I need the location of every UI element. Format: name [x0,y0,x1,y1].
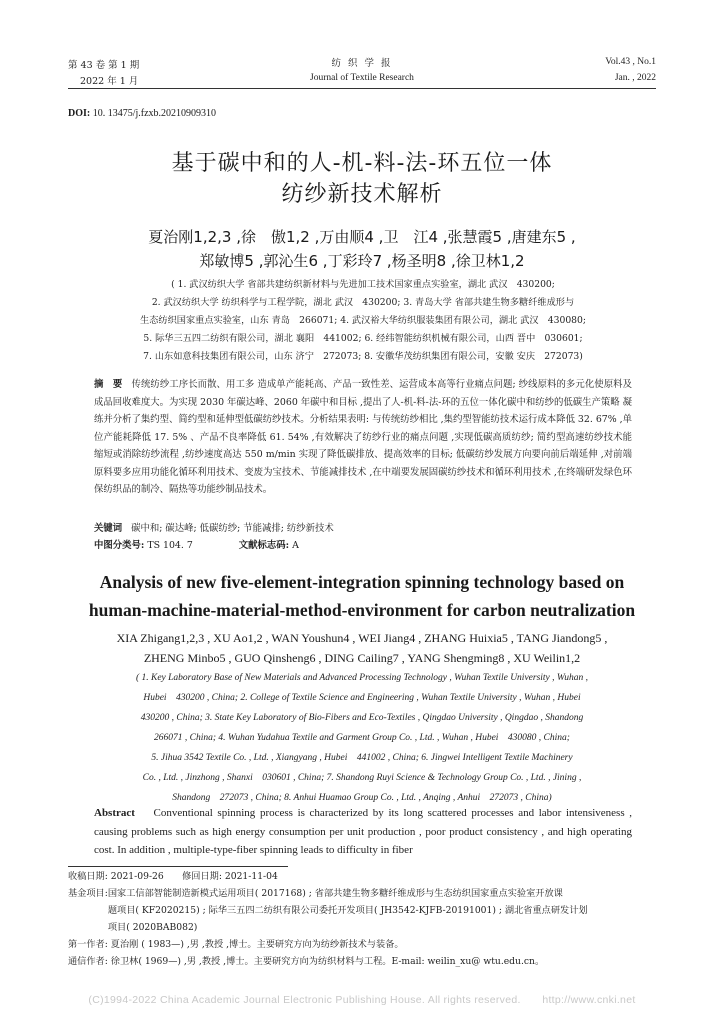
authors-en-line2: ZHENG Minbo5 , GUO Qinsheng6 , DING Cailing7 , YANG Shengming8 , XU Weilin1,2 [143,651,581,665]
authors-cn-line2: 郑敏博5 ,郭沁生6 ,丁彩玲7 ,杨圣明8 ,徐卫林1,2 [199,252,525,270]
title-en-line1: Analysis of new five-element-integration spinning technology based on [99,572,625,592]
affiliation-en-line: ( 1. Key Laboratory Base of New Materials and Advanced Processing Technology , Wuhan Textile University , Wuhan , [135,673,589,683]
affiliation-cn-line: 2. 武汉纺织大学 纺织科学与工程学院，湖北 武汉 430200; 3. 青岛大学 省部共建生物多糖纤维成形与 [151,297,575,308]
keywords-cn-label: 关键词 [94,523,123,534]
affiliation-en-line: 266071 , China; 4. Wuhan Yudahua Textile and Garment Group Co. , Ltd. , Wuhan , Hubei 430080 , China; [154,733,570,743]
affiliation-en-line: Co. , Ltd. , Jinzhong , Shanxi 030601 , China; 7. Shandong Ruyi Science & Technology Group Co. , Ltd. , Jining , [142,773,582,783]
journal-name-cn: 纺 织 学 报 [331,58,393,69]
classification [94,537,632,555]
journal-date-cn: 2022 年 1 月 [80,76,139,87]
abstract-en [94,804,632,860]
journal-volume-en: Vol.43 , No.1 [605,57,656,67]
doc-code-label: 文献标志码: [238,540,290,551]
first-author-note: 第一作者: 夏治刚 ( 1983—) ,男 ,教授 ,博士。主要研究方向为纺纱新技术与装备。 [68,939,404,950]
clc-label: 中图分类号: [94,540,145,551]
title-en [40,568,684,624]
title-en-line2: human-machine-material-method-environment for carbon neutralization [88,600,636,620]
affiliation-en-line: 5. Jihua 3542 Textile Co. , Ltd. , Xiangyang , Hubei 441002 , China; 6. Jingwei Intelligent Textile Machinery [151,753,573,763]
abstract-cn [94,376,632,499]
corresponding-author-note[interactable]: 通信作者: 徐卫林( 1969—) ,男 ,教授 ,博士。主要研究方向为纺织材料与工程。E-mail: weilin_xu@ wtu.edu.cn。 [68,956,545,967]
affiliation-cn-line: 7. 山东如意科技集团有限公司，山东 济宁 272073; 8. 安徽华茂纺织集团有限公司，安徽 安庆 272073) [143,351,583,362]
journal-date-en: Jan. , 2022 [614,73,656,83]
affiliations-cn [90,276,636,366]
copyright-watermark: (C)1994-2022 China Academic Journal Electronic Publishing House. All rights reserved. http://www.cnki.net [88,994,636,1006]
doi-value[interactable]: 10. 13475/j.fzxb.20210909310 [92,108,217,119]
authors-cn-line1: 夏治刚1,2,3 ,徐 傲1,2 ,万由顺4 ,卫 江4 ,张慧霞5 ,唐建东5 , [148,228,576,246]
footnotes [68,868,658,970]
abstract-en-text: Conventional spinning process is characterized by its long scattered processes and labor intensiveness , causing problems such as high energy consumption per unit production , poor product consistency , and high operating cost. In addition , multiple-type-fiber spinning leads to difficulty in fiber [94,807,632,856]
funding-line: 国家工信部智能制造新模式运用项目( 2017168) ; 省部共建生物多糖纤维成形与生态纺织国家重点实验室开放课 [107,888,563,899]
affiliation-en-line: Hubei 430200 , China; 2. College of Textile Science and Engineering , Wuhan Textile University , Wuhan , Hubei [143,693,581,703]
funding [68,885,658,936]
abstract-cn-text: 传统纺纱工序长而散、用工多 造成单产能耗高、产品一致性差、运营成本高等行业痛点问题; 纱线原料的多元化使原料及成品回收难度大。为实现 2030 年碳达峰、2060 年碳中和目标 ,提出了人-机-料-法-环的五位一体化碳中和纺纱的低碳生产策略 凝练并分析了集约型、简约型和延伸型低碳纺纱技术。分析结果表明: 与传统纺纱相比 ,集约型智能纺技术运行成本降低 32. 67% ,单位产能耗降低 17. 5% 、产品不良率降低 61. 54% ,有效解决了纺纱行业的痛点问题 ,实现低碳高质纺纱; 简约型高速纺纱技术能缩短或消除纺纱流程 ,纺纱速度高达 550 m/min 实现了降低碳排放、提高效率的目标; 低碳纺纱发展方向要向前后端延伸 ,对前端原料要多应用功能化循环利用技术、变废为宝技术、节能减排技术 ,在中端要发展固碳纺纱技术和循环利用技术 ,在终端研发绿色环保纺织品的制冷、隔热等功能纱制品技术。 [94,379,632,495]
received-revised-dates: 收稿日期: 2021-09-26 修回日期: 2021-11-04 [68,871,278,882]
keywords-cn [94,520,632,538]
funding-line: 项目( 2020BAB082) [107,922,198,933]
journal-volume-issue: 第 43 卷 第 1 期 [68,60,140,71]
keywords-cn-text: 碳中和; 碳达峰; 低碳纺纱; 节能减排; 纺纱新技术 [131,523,334,534]
footnote-rule [68,866,288,867]
affiliations-en [100,668,624,808]
affiliation-cn-line: ( 1. 武汉纺织大学 省部共建纺织新材料与先进加工技术国家重点实验室，湖北 武汉 430200; [171,279,555,290]
abstract-cn-label: 摘 要 [94,379,123,390]
doc-code-value: A [292,540,299,551]
affiliation-en-line: 430200 , China; 3. State Key Laboratory of Bio-Fibers and Eco-Textiles , Qingdao University , Qingdao , Shandong [140,713,584,723]
journal-name-en: Journal of Textile Research [310,73,414,83]
title-cn-line2: 纺纱新技术解析 [281,182,443,207]
abstract-en-label: Abstract [94,807,135,819]
affiliation-cn-line: 5. 际华三五四二纺织有限公司，湖北 襄阳 441002; 6. 经纬智能纺织机械有限公司，山西 晋中 030601; [143,333,583,344]
title-cn-line1: 基于碳中和的人-机-料-法-环五位一体 [171,151,553,176]
funding-label: 基金项目: [68,888,108,899]
doi-label: DOI: [68,108,91,119]
header-rule [68,88,656,89]
funding-line: 题项目( KF2020215) ; 际华三五四二纺织有限公司委托开发项目( JH3542-KJFB-20191001) ; 湖北省重点研发计划 [107,905,588,916]
affiliation-en-line: Shandong 272073 , China; 8. Anhui Huamao Group Co. , Ltd. , Anqing , Anhui 272073 , China) [172,793,552,803]
authors-en-line1: XIA Zhigang1,2,3 , XU Ao1,2 , WAN Youshun4 , WEI Jiang4 , ZHANG Huixia5 , TANG Jiandong5 , [116,631,608,645]
affiliation-cn-line: 生态纺织国家重点实验室，山东 青岛 266071; 4. 武汉裕大华纺织服装集团有限公司，湖北 武汉 430080; [140,315,586,326]
clc-value: TS 104. 7 [147,540,193,551]
doi [68,108,216,119]
authors-en [60,628,664,668]
